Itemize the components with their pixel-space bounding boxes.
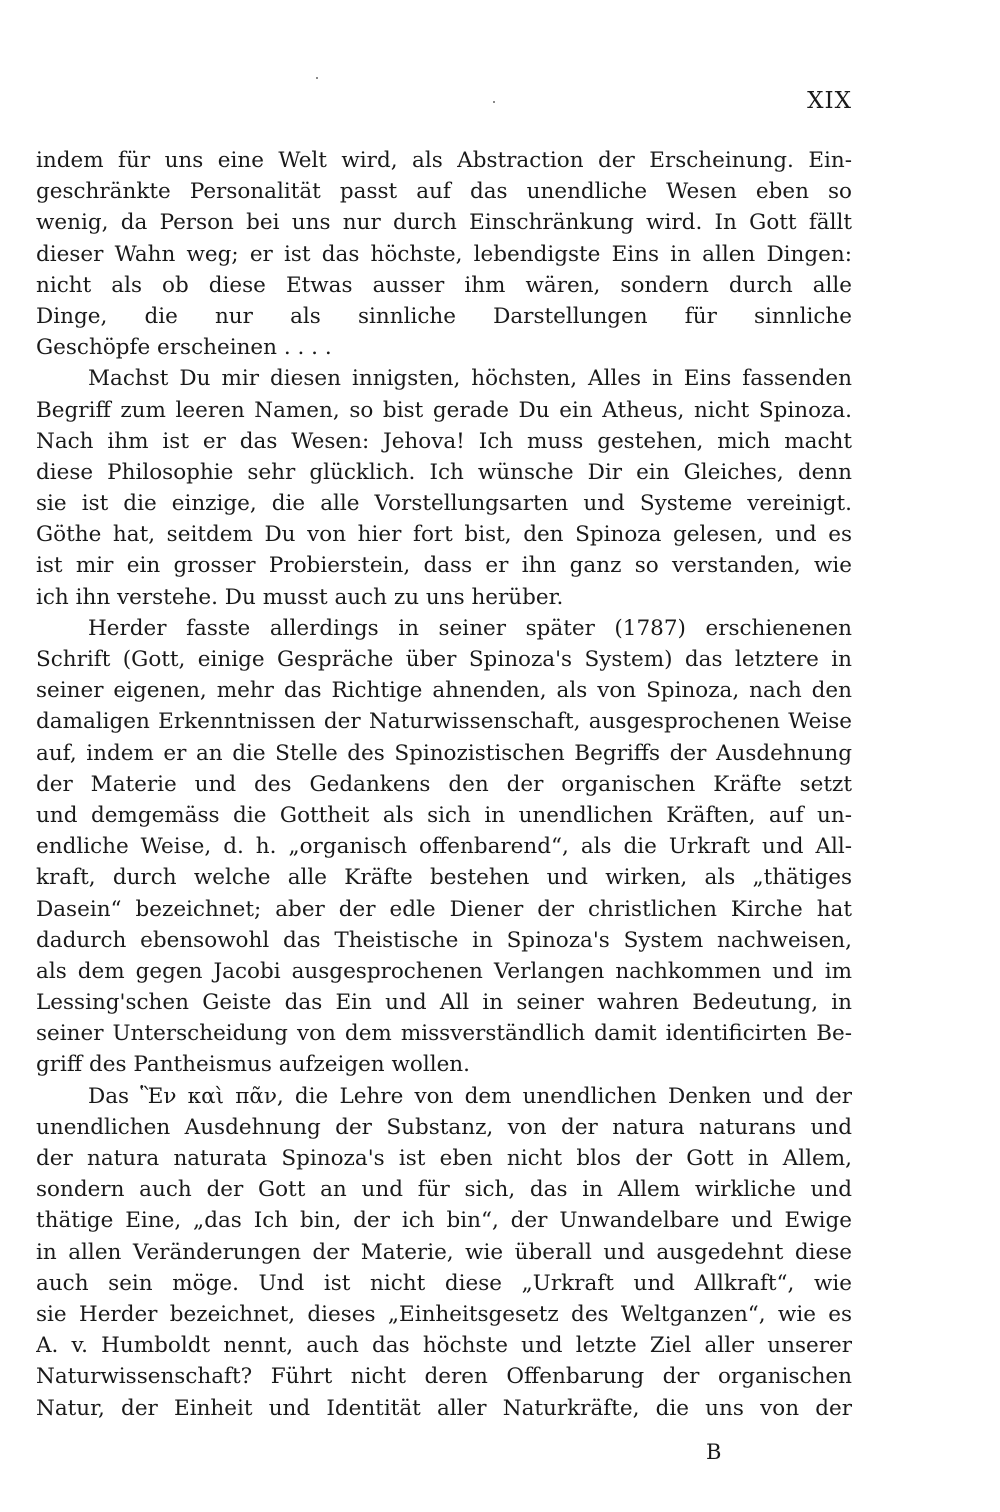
text-line: und demgemäss die Gottheit als sich in unendlichen Kräften, auf un- — [36, 802, 852, 828]
text-line: dieser Wahn weg; er ist das höchste, lebendigste Eins in allen Dingen: — [36, 241, 852, 267]
page-number: XIX — [807, 88, 852, 114]
paragraph — [36, 363, 852, 613]
text-line: nicht als ob diese Etwas ausser ihm wären, sondern durch alle — [36, 272, 852, 298]
text-line: Geschöpfe erscheinen . . . . — [36, 335, 332, 361]
text-line: Nach ihm ist er das Wesen: Jehova! Ich muss gestehen, mich macht — [36, 428, 852, 454]
text-line: damaligen Erkenntnissen der Naturwissenschaft, ausgesprochenen Weise — [36, 709, 852, 735]
text-line: diese Philosophie sehr glücklich. Ich wünsche Dir ein Gleiches, denn — [36, 459, 852, 485]
paragraph — [36, 1081, 852, 1424]
body-text — [36, 145, 852, 1424]
text-line: Lessing'schen Geiste das Ein und All in seiner wahren Bedeutung, in — [36, 990, 852, 1016]
text-line: auch sein möge. Und ist nicht diese „Urkraft und Allkraft“, wie — [36, 1270, 852, 1296]
text-line: seiner eigenen, mehr das Richtige ahnenden, als von Spinoza, nach den — [36, 678, 852, 704]
text-line: dadurch ebensowohl das Theistische in Spinoza's System nachweisen, — [36, 927, 852, 953]
text-line: griff des Pantheismus aufzeigen wollen. — [36, 1052, 470, 1078]
text-line: sie ist die einzige, die alle Vorstellungsarten und Systeme vereinigt. — [36, 491, 852, 517]
text-line: ich ihn verstehe. Du musst auch zu uns herüber. — [36, 584, 564, 610]
scan-speck — [493, 101, 495, 103]
text-line: sondern auch der Gott an und für sich, das in Allem wirkliche und — [36, 1177, 852, 1203]
text-line: Schrift (Gott, einige Gespräche über Spinoza's System) das letztere in — [36, 647, 852, 672]
text-line: der Materie und des Gedankens den der organischen Kräfte setzt — [36, 771, 852, 797]
text-line: als dem gegen Jacobi ausgesprochenen Verlangen nachkommen und im — [36, 958, 852, 984]
scan-speck — [316, 77, 318, 79]
text-line: A. v. Humboldt nennt, auch das höchste und letzte Ziel aller unserer — [36, 1333, 852, 1359]
text-line: Machst Du mir diesen innigsten, höchsten, Alles in Eins fassenden — [88, 366, 852, 392]
text-line: thätige Eine, „das Ich bin, der ich bin“, der Unwandelbare und Ewige — [36, 1208, 852, 1234]
text-line: Dinge, die nur als sinnliche Darstellungen für sinnliche — [36, 303, 852, 329]
text-line: endliche Weise, d. h. „organisch offenbarend“, als die Urkraft und All- — [36, 834, 852, 860]
text-line: der natura naturata Spinoza's ist eben nicht blos der Gott in Allem, — [36, 1146, 852, 1171]
paragraph — [36, 613, 852, 1081]
text-line: ist mir ein grosser Probierstein, dass er ihn ganz so verstanden, wie — [36, 553, 852, 579]
text-line: Begriff zum leeren Namen, so bist gerade Du ein Atheus, nicht Spinoza. — [36, 397, 852, 423]
text-line: indem für uns eine Welt wird, als Abstraction der Erscheinung. Ein- — [36, 148, 852, 173]
text-line: geschränkte Personalität passt auf das unendliche Wesen eben so — [36, 179, 852, 205]
text-line: sie Herder bezeichnet, dieses „Einheitsgesetz des Weltganzen“, wie es — [36, 1301, 852, 1327]
text-line: Natur, der Einheit und Identität aller Naturkräfte, die uns von der — [36, 1395, 852, 1421]
text-line: Herder fasste allerdings in seiner später (1787) erschienenen — [88, 615, 852, 641]
text-line: Das Ἓν καὶ πᾶν, die Lehre von dem unendlichen Denken und der — [88, 1083, 852, 1109]
paragraph — [36, 145, 852, 363]
text-line: auf, indem er an die Stelle des Spinozistischen Begriffs der Ausdehnung — [36, 740, 852, 766]
text-line: seiner Unterscheidung von dem missverständlich damit identificirten Be- — [36, 1021, 852, 1047]
text-line: kraft, durch welche alle Kräfte bestehen und wirken, als „thätiges — [36, 865, 852, 891]
text-line: unendlichen Ausdehnung der Substanz, von der natura naturans und — [36, 1114, 852, 1140]
text-line: Göthe hat, seitdem Du von hier fort bist, den Spinoza gelesen, und es — [36, 522, 852, 548]
text-line: wenig, da Person bei uns nur durch Einschränkung wird. In Gott fällt — [36, 210, 852, 236]
text-line: Naturwissenschaft? Führt nicht deren Offenbarung der organischen — [36, 1364, 852, 1390]
text-line: Dasein“ bezeichnet; aber der edle Diener der christlichen Kirche hat — [36, 896, 852, 922]
text-line: in allen Veränderungen der Materie, wie überall und ausgedehnt diese — [36, 1239, 852, 1265]
printer-signature-mark: B — [706, 1440, 722, 1464]
